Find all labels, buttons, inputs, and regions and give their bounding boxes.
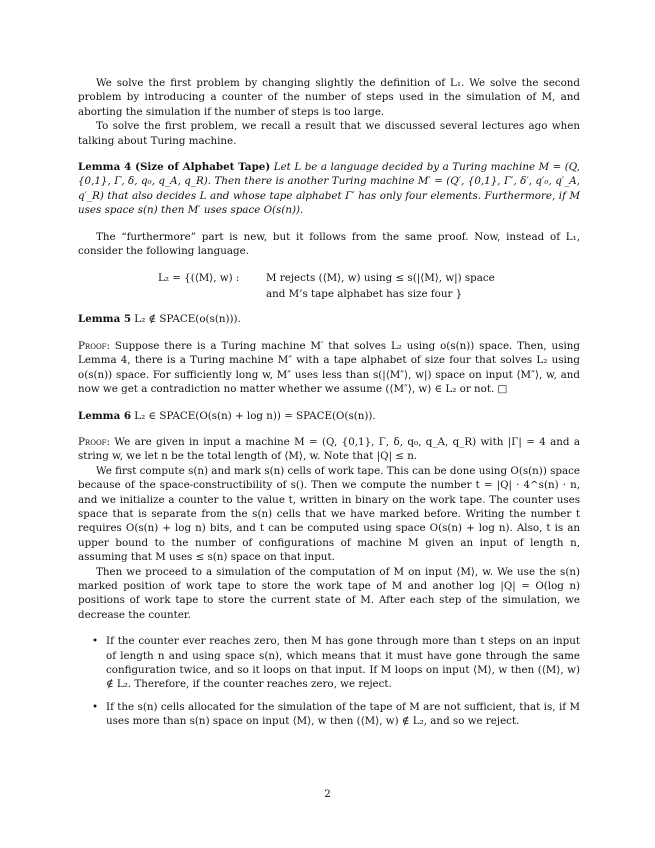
lemma-4-heading: Lemma 4 (Size of Alphabet Tape) [78,161,271,174]
lemma-6-proof [78,435,580,464]
proof-label: Proof: [78,435,111,448]
language-condition-1: M rejects (⟨M⟩, w) using ≤ s(|⟨M⟩, w|) space [266,272,495,285]
intro-paragraph-1: We solve the first problem by changing slightly the definition of L₁. We solve the second problem by introducing a counter of the number of steps used in the simulation of M, and aborting the simulation if the number of steps is too large. [78,77,580,118]
lemma-4 [78,160,580,218]
bullet-list [78,634,580,728]
intro-paragraph-2: To solve the first problem, we recall a result that we discussed several lectures ago when talking about Turing machine. [78,120,580,147]
bullet-icon: • [92,700,99,713]
text-column [78,76,580,729]
list-item [78,700,580,729]
lemma-5-statement: L₂ ∉ SPACE(o(s(n))). [134,313,241,326]
list-item-text: If the s(n) cells allocated for the simulation of the tape of M are not sufficient, that is, if M uses more than s(n) space on input ⟨M⟩, w then (⟨M⟩, w) ∉ L₂, and so we reject. [106,700,580,728]
bullet-icon: • [92,635,99,648]
lemma-6-proof-paragraph-3: Then we proceed to a simulation of the computation of M on input ⟨M⟩, w. We use the s(n) marked position of work tape to store the work tape of M and another log |Q| = O(log n) positions of work tape to store the current state of M. After each step of the simulation, we decrease the counter. [78,565,580,621]
furthermore-paragraph: The “furthermore” part is new, but it follows from the same proof. Now, instead of L₁, consider the following language. [78,230,580,258]
lemma-5-proof [78,339,580,397]
lemma-6-proof-text: We are given in input a machine M = (Q, {0,1}, Γ, δ, q₀, q_A, q_R) with |Γ| = 4 and a string w, we let n be the total length of ⟨M⟩, w. Note that |Q| ≤ n. [78,435,580,463]
list-item-text: If the counter ever reaches zero, then M has gone through more than t steps on an input of length n and using space s(n), which means that it must have gone through the same configuration twice, and so it loops on that input. If M loops on input ⟨M⟩, w then (⟨M⟩, w) ∉ L₂. Therefore, if the counter reaches zero, we reject. [106,635,580,691]
lemma-5 [78,312,580,326]
language-definition [78,270,580,304]
list-item [78,634,580,692]
lemma-6 [78,409,580,423]
lemma-6-heading: Lemma 6 [78,409,132,422]
lemma-4-body: Let L be a language decided by a Turing machine M = (Q, {0,1}, Γ, δ, q₀, q_A, q_R). Then there is another Turing machine M′ = (Q′, {0,1}, Γ′, δ′, q′₀, q′_A, q′_R) that also decides L and whose tape alphabet Γ′ has only four elements. Furthermore, if M uses space s(n) then M′ uses space O(s(n)). [78,161,581,217]
lemma-5-heading: Lemma 5 [78,313,132,326]
proof-label: Proof: [78,339,111,352]
lemma-6-statement: L₂ ∈ SPACE(O(s(n) + log n)) = SPACE(O(s(n)). [134,409,376,422]
lemma-5-proof-text: Suppose there is a Turing machine M′ that solves L₂ using o(s(n)) space. Then, using Lemma 4, there is a Turing machine M″ with a tape alphabet of size four that solves L₂ using o(s(n)) space. For sufficiently long w, M″ uses less than s(|⟨M″⟩, w|) space on input ⟨M″⟩, w, and now we get a contradiction no matter whether we assume (⟨M″⟩, w) ∈ L₂ or not. □ [78,339,580,396]
language-lhs: L₂ = {(⟨M⟩, w) : [158,272,240,285]
page-number: 2 [324,788,331,800]
lemma-6-proof-paragraph-2: We first compute s(n) and mark s(n) cells of work tape. This can be done using O(s(n)) space because of the space-constructibility of s(). Then we compute the number t = |Q| · 4^s(n) · n, and we initialize a counter to the value t, written in binary on the work tape. The counter uses space that is separate from the s(n) cells that we have marked before. Writing the number t requires O(s(n) + log n) bits, and t can be computed using space O(s(n) + log n). Also, t is an upper bound to the number of configurations of machine M given an input of length n, assuming that M uses ≤ s(n) space on that input. [78,464,580,564]
language-condition-2: and M’s tape alphabet has size four } [266,288,463,301]
